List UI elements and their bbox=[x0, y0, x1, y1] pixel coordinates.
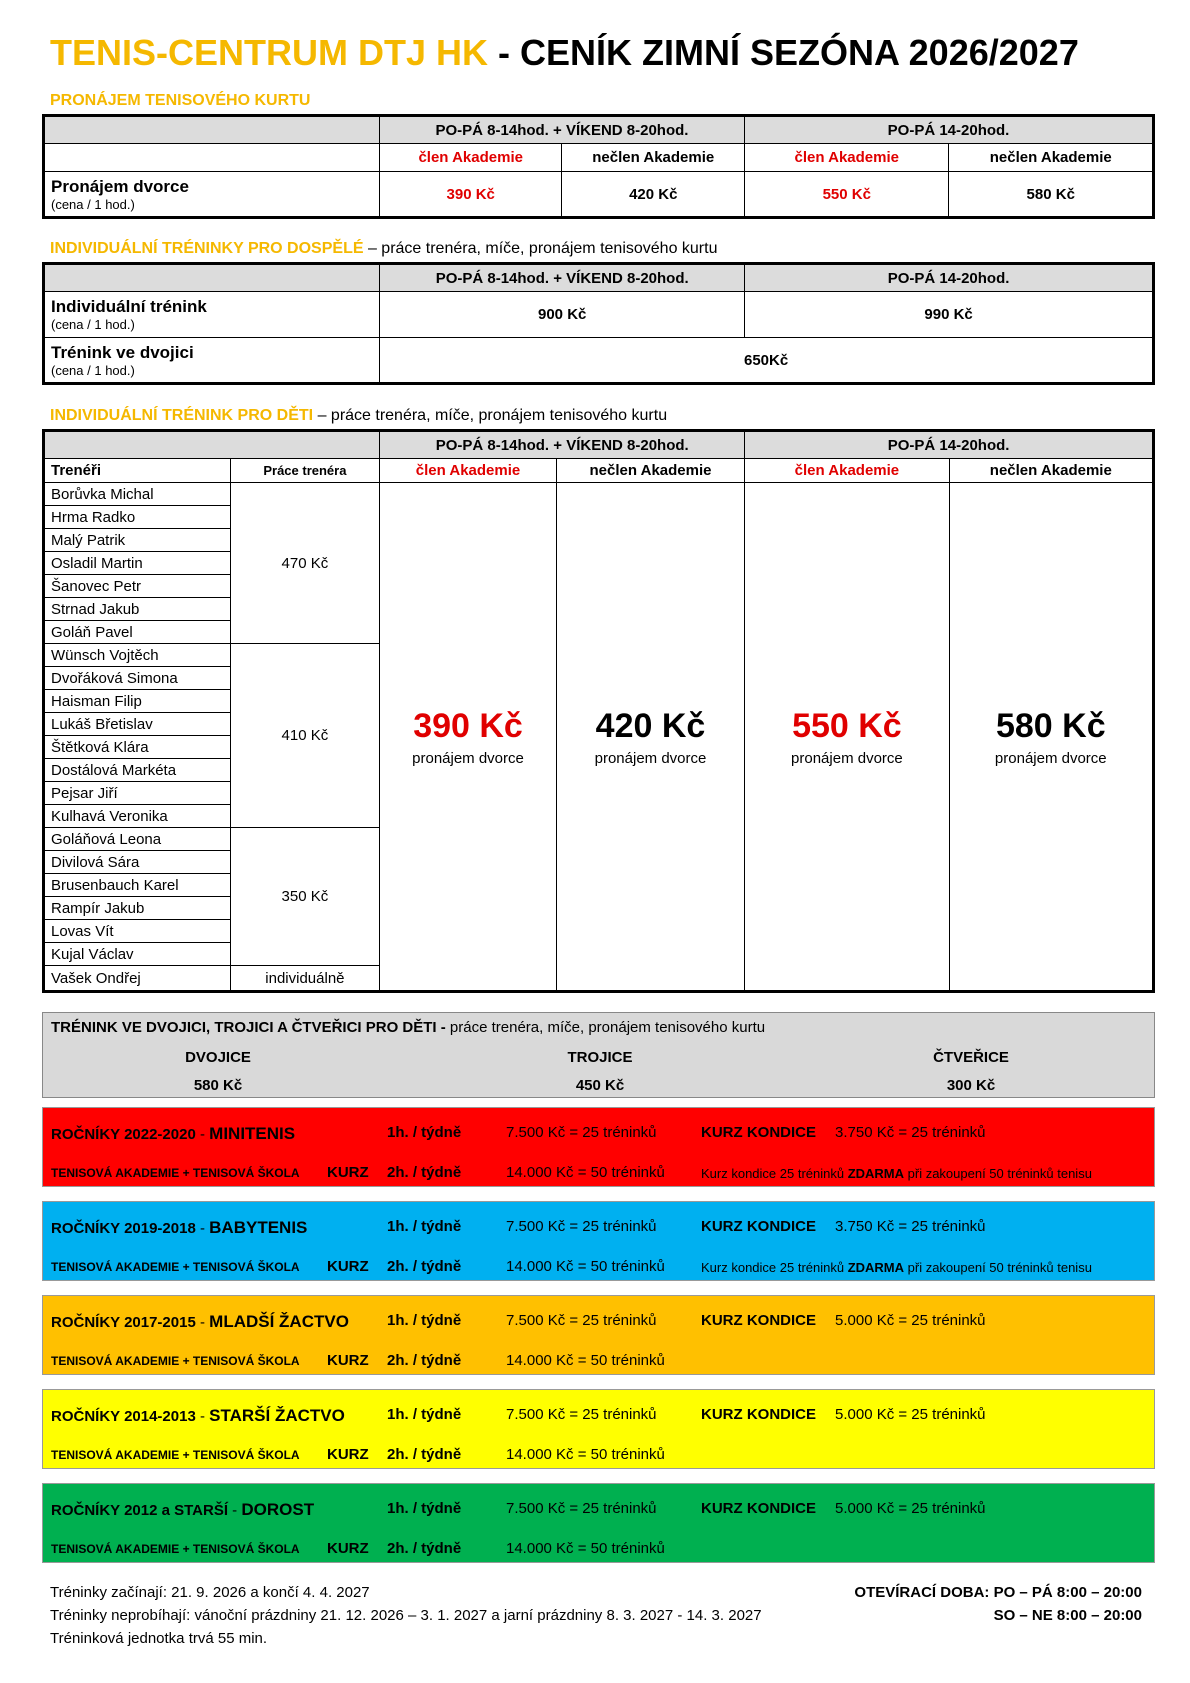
band-title bbox=[51, 1312, 349, 1332]
band-school: TENISOVÁ AKADEMIE + TENISOVÁ ŠKOLA bbox=[51, 1542, 300, 1556]
trainer-name: Wünsch Vojtěch bbox=[44, 644, 231, 667]
footer-opening-weekdays: OTEVÍRACÍ DOBA: PO – PÁ 8:00 – 20:00 bbox=[854, 1584, 1142, 1601]
group-heading-rest: práce trenéra, míče, pronájem tenisového kurtu bbox=[445, 1019, 766, 1036]
trainer-name: Strnad Jakub bbox=[44, 598, 231, 621]
band-kurz: KURZ bbox=[327, 1258, 369, 1275]
band-name: STARŠÍ ŽACTVO bbox=[209, 1406, 345, 1425]
adults-heading-rest: – práce trenéra, míče, pronájem tenisového kurtu bbox=[363, 240, 718, 257]
band-school: TENISOVÁ AKADEMIE + TENISOVÁ ŠKOLA bbox=[51, 1448, 300, 1462]
band-kondice-label: KURZ KONDICE bbox=[701, 1500, 816, 1517]
band-note-c: při zakoupení 50 tréninků tenisu bbox=[904, 1260, 1092, 1275]
trainer-name: Malý Patrik bbox=[44, 529, 231, 552]
work-price-4: individuálně bbox=[230, 966, 380, 992]
band-school: TENISOVÁ AKADEMIE + TENISOVÁ ŠKOLA bbox=[51, 1260, 300, 1274]
band-note-c: při zakoupení 50 tréninků tenisu bbox=[904, 1166, 1092, 1181]
band-title bbox=[51, 1124, 295, 1144]
rental-heading bbox=[50, 92, 310, 110]
band-school: TENISOVÁ AKADEMIE + TENISOVÁ ŠKOLA bbox=[51, 1354, 300, 1368]
band-kondice-label: KURZ KONDICE bbox=[701, 1218, 816, 1235]
band-price2: 14.000 Kč = 50 tréninků bbox=[506, 1164, 665, 1181]
group-col3-price: 300 Kč bbox=[946, 1077, 996, 1094]
band-kurz: KURZ bbox=[327, 1164, 369, 1181]
adults-row1-price2: 990 Kč bbox=[745, 292, 1154, 338]
adults-heading-bold: INDIVIDUÁLNÍ TRÉNINKY PRO DOSPĚLÉ bbox=[50, 240, 364, 257]
kids-price4-sub: pronájem dvorce bbox=[994, 749, 1107, 767]
kids-period1: PO-PÁ 8-14hod. + VÍKEND 8-20hod. bbox=[380, 431, 745, 459]
kids-member1: člen Akademie bbox=[380, 459, 557, 483]
band-hours2: 2h. / týdně bbox=[387, 1540, 462, 1557]
band-sep: - bbox=[195, 1314, 210, 1331]
adults-row2-label bbox=[44, 338, 380, 384]
band-sep: - bbox=[195, 1126, 210, 1143]
band-years: ROČNÍKY 2014-2013 bbox=[51, 1408, 196, 1425]
band-hours1: 1h. / týdně bbox=[387, 1312, 462, 1329]
kids-price3-sub: pronájem dvorce bbox=[791, 749, 903, 767]
band-kurz: KURZ bbox=[327, 1540, 369, 1557]
band-title bbox=[51, 1500, 314, 1520]
work-price-2: 410 Kč bbox=[230, 644, 380, 828]
adults-row1-sub: (cena / 1 hod.) bbox=[51, 317, 135, 332]
rental-blank bbox=[44, 144, 380, 172]
trainer-name: Haisman Filip bbox=[44, 690, 231, 713]
adults-row2-price: 650Kč bbox=[380, 338, 1154, 384]
trainer-name: Osladil Martin bbox=[44, 552, 231, 575]
band-hours2: 2h. / týdně bbox=[387, 1446, 462, 1463]
group-col2-name: TROJICE bbox=[567, 1049, 633, 1066]
trainer-name: Lukáš Břetislav bbox=[44, 713, 231, 736]
band-title bbox=[51, 1218, 307, 1238]
kids-period2: PO-PÁ 14-20hod. bbox=[745, 431, 1154, 459]
adults-corner bbox=[44, 264, 380, 292]
trainer-name: Kujal Václav bbox=[44, 943, 231, 966]
band-school: TENISOVÁ AKADEMIE + TENISOVÁ ŠKOLA bbox=[51, 1166, 300, 1180]
band-hours2: 2h. / týdně bbox=[387, 1352, 462, 1369]
trainer-name: Dostálová Markéta bbox=[44, 759, 231, 782]
kids-price2-sub: pronájem dvorce bbox=[594, 749, 707, 767]
trainer-name: Kulhavá Veronika bbox=[44, 805, 231, 828]
adults-row1-price1: 900 Kč bbox=[380, 292, 745, 338]
group-training-box bbox=[42, 1012, 1155, 1098]
band-kondice-price: 5.000 Kč = 25 tréninků bbox=[835, 1312, 986, 1329]
kids-col-work: Práce trenéra bbox=[230, 459, 380, 483]
band-years: ROČNÍKY 2012 a STARŠÍ bbox=[51, 1502, 229, 1519]
band-note bbox=[701, 1260, 1092, 1275]
rental-row-main: Pronájem dvorce bbox=[51, 176, 189, 196]
course-band bbox=[42, 1201, 1155, 1281]
band-hours1: 1h. / týdně bbox=[387, 1500, 462, 1517]
band-kondice-label: KURZ KONDICE bbox=[701, 1124, 816, 1141]
band-name: MINITENIS bbox=[209, 1124, 296, 1143]
footer-holidays: Tréninky neprobíhají: vánoční prázdniny 21. 12. 2026 – 3. 1. 2027 a jarní prázdniny 8. 3. 2027 - 14. 3. 2027 bbox=[50, 1607, 762, 1624]
rental-nonmember1: nečlen Akademie bbox=[562, 144, 745, 172]
course-band bbox=[42, 1295, 1155, 1375]
adults-row1-main: Individuální trénink bbox=[51, 297, 207, 316]
adults-table bbox=[42, 262, 1155, 385]
kids-nonmember1: nečlen Akademie bbox=[556, 459, 744, 483]
kids-price-nonmember1 bbox=[556, 483, 744, 992]
course-band bbox=[42, 1389, 1155, 1469]
club-name: TENIS-CENTRUM DTJ HK bbox=[50, 32, 488, 73]
kids-member2: člen Akademie bbox=[745, 459, 949, 483]
rental-nonmember2: nečlen Akademie bbox=[949, 144, 1154, 172]
rental-member2: člen Akademie bbox=[745, 144, 949, 172]
trainer-name: Štětková Klára bbox=[44, 736, 231, 759]
adults-row1-label bbox=[44, 292, 380, 338]
band-kondice-price: 3.750 Kč = 25 tréninků bbox=[835, 1218, 986, 1235]
trainer-name: Dvořáková Simona bbox=[44, 667, 231, 690]
course-band bbox=[42, 1483, 1155, 1563]
rental-price3: 550 Kč bbox=[745, 172, 949, 218]
trainer-name: Borůvka Michal bbox=[44, 483, 231, 506]
kids-price-member2 bbox=[745, 483, 949, 992]
band-title bbox=[51, 1406, 345, 1426]
group-heading-bold: TRÉNINK VE DVOJICI, TROJICI A ČTVEŘICI PRO DĚTI - bbox=[51, 1019, 446, 1036]
band-sep: - bbox=[228, 1502, 242, 1519]
adults-period2: PO-PÁ 14-20hod. bbox=[745, 264, 1154, 292]
band-hours1: 1h. / týdně bbox=[387, 1406, 462, 1423]
trainer-name: Šanovec Petr bbox=[44, 575, 231, 598]
footer-start-dates: Tréninky začínají: 21. 9. 2026 a končí 4. 4. 2027 bbox=[50, 1584, 370, 1601]
band-years: ROČNÍKY 2019-2018 bbox=[51, 1220, 196, 1237]
band-price1: 7.500 Kč = 25 tréninků bbox=[506, 1218, 657, 1235]
trainer-name: Pejsar Jiří bbox=[44, 782, 231, 805]
kids-price-member1 bbox=[380, 483, 557, 992]
band-price2: 14.000 Kč = 50 tréninků bbox=[506, 1352, 665, 1369]
band-kondice-price: 5.000 Kč = 25 tréninků bbox=[835, 1406, 986, 1423]
page-title bbox=[50, 32, 1079, 74]
rental-row-sub: (cena / 1 hod.) bbox=[51, 196, 135, 212]
band-kurz: KURZ bbox=[327, 1446, 369, 1463]
kids-nonmember2: nečlen Akademie bbox=[949, 459, 1153, 483]
adults-row2-sub: (cena / 1 hod.) bbox=[51, 362, 135, 378]
rental-price2: 420 Kč bbox=[562, 172, 745, 218]
band-note-a: Kurz kondice 25 tréninků bbox=[701, 1166, 848, 1181]
rental-table bbox=[42, 114, 1155, 219]
trainer-name: Divilová Sára bbox=[44, 851, 231, 874]
work-price-1: 470 Kč bbox=[230, 483, 380, 644]
band-price2: 14.000 Kč = 50 tréninků bbox=[506, 1540, 665, 1557]
rental-price1: 390 Kč bbox=[379, 172, 562, 218]
band-price1: 7.500 Kč = 25 tréninků bbox=[506, 1406, 657, 1423]
band-sep: - bbox=[195, 1408, 210, 1425]
kids-price2: 420 Kč bbox=[595, 706, 706, 745]
group-col3-name: ČTVEŘICE bbox=[933, 1049, 1009, 1066]
band-years: ROČNÍKY 2022-2020 bbox=[51, 1126, 196, 1143]
band-name: BABYTENIS bbox=[209, 1218, 308, 1237]
band-hours2: 2h. / týdně bbox=[387, 1164, 462, 1181]
band-kondice-label: KURZ KONDICE bbox=[701, 1406, 816, 1423]
band-years: ROČNÍKY 2017-2015 bbox=[51, 1314, 196, 1331]
footer-opening-weekend: SO – NE 8:00 – 20:00 bbox=[993, 1607, 1142, 1624]
rental-row-label bbox=[44, 172, 380, 218]
kids-heading-rest: – práce trenéra, míče, pronájem tenisového kurtu bbox=[313, 407, 668, 424]
band-note-b: ZDARMA bbox=[847, 1260, 905, 1275]
kids-price1: 390 Kč bbox=[413, 706, 523, 745]
group-heading bbox=[51, 1019, 765, 1036]
group-col1-price: 580 Kč bbox=[193, 1077, 243, 1094]
footer-unit-length: Tréninková jednotka trvá 55 min. bbox=[50, 1630, 268, 1647]
rental-heading-text: PRONÁJEM TENISOVÉHO KURTU bbox=[50, 92, 311, 109]
band-price2: 14.000 Kč = 50 tréninků bbox=[506, 1258, 665, 1275]
adults-row2-main: Trénink ve dvojici bbox=[51, 342, 194, 362]
kids-price-nonmember2 bbox=[949, 483, 1153, 992]
course-band bbox=[42, 1107, 1155, 1187]
band-name: DOROST bbox=[241, 1500, 315, 1519]
band-hours1: 1h. / týdně bbox=[387, 1218, 462, 1235]
trainer-name: Vašek Ondřej bbox=[44, 966, 231, 992]
kids-price3: 550 Kč bbox=[792, 706, 902, 745]
band-price1: 7.500 Kč = 25 tréninků bbox=[506, 1312, 657, 1329]
pricelist-title: - CENÍK ZIMNÍ SEZÓNA 2026/2027 bbox=[488, 32, 1079, 73]
band-kondice-price: 5.000 Kč = 25 tréninků bbox=[835, 1500, 986, 1517]
band-hours1: 1h. / týdně bbox=[387, 1124, 462, 1141]
band-note-a: Kurz kondice 25 tréninků bbox=[701, 1260, 848, 1275]
trainer-name: Goláňová Leona bbox=[44, 828, 231, 851]
band-kurz: KURZ bbox=[327, 1352, 369, 1369]
group-col2-price: 450 Kč bbox=[575, 1077, 625, 1094]
work-price-3: 350 Kč bbox=[230, 828, 380, 966]
band-sep: - bbox=[195, 1220, 210, 1237]
trainer-name: Lovas Vít bbox=[44, 920, 231, 943]
kids-table bbox=[42, 429, 1155, 993]
trainer-name: Brusenbauch Karel bbox=[44, 874, 231, 897]
kids-price1-sub: pronájem dvorce bbox=[412, 749, 524, 767]
kids-heading bbox=[50, 407, 667, 425]
kids-price4: 580 Kč bbox=[995, 706, 1106, 745]
rental-period1: PO-PÁ 8-14hod. + VÍKEND 8-20hod. bbox=[379, 116, 744, 144]
band-note-b: ZDARMA bbox=[847, 1166, 905, 1181]
kids-heading-bold: INDIVIDUÁLNÍ TRÉNINK PRO DĚTI bbox=[50, 407, 314, 424]
rental-period2: PO-PÁ 14-20hod. bbox=[745, 116, 1154, 144]
kids-col-trainers: Trenéři bbox=[44, 459, 231, 483]
band-kondice-label: KURZ KONDICE bbox=[701, 1312, 816, 1329]
band-hours2: 2h. / týdně bbox=[387, 1258, 462, 1275]
rental-price4: 580 Kč bbox=[949, 172, 1154, 218]
adults-period1: PO-PÁ 8-14hod. + VÍKEND 8-20hod. bbox=[380, 264, 745, 292]
rental-member1: člen Akademie bbox=[379, 144, 562, 172]
band-note bbox=[701, 1166, 1092, 1181]
rental-corner bbox=[44, 116, 380, 144]
kids-corner bbox=[44, 431, 380, 459]
band-name: MLADŠÍ ŽACTVO bbox=[209, 1312, 349, 1331]
trainer-name: Hrma Radko bbox=[44, 506, 231, 529]
band-price1: 7.500 Kč = 25 tréninků bbox=[506, 1124, 657, 1141]
group-col1-name: DVOJICE bbox=[185, 1049, 251, 1066]
adults-heading bbox=[50, 240, 717, 258]
band-kondice-price: 3.750 Kč = 25 tréninků bbox=[835, 1124, 986, 1141]
trainer-name: Goláň Pavel bbox=[44, 621, 231, 644]
band-price2: 14.000 Kč = 50 tréninků bbox=[506, 1446, 665, 1463]
band-price1: 7.500 Kč = 25 tréninků bbox=[506, 1500, 657, 1517]
trainer-name: Rampír Jakub bbox=[44, 897, 231, 920]
